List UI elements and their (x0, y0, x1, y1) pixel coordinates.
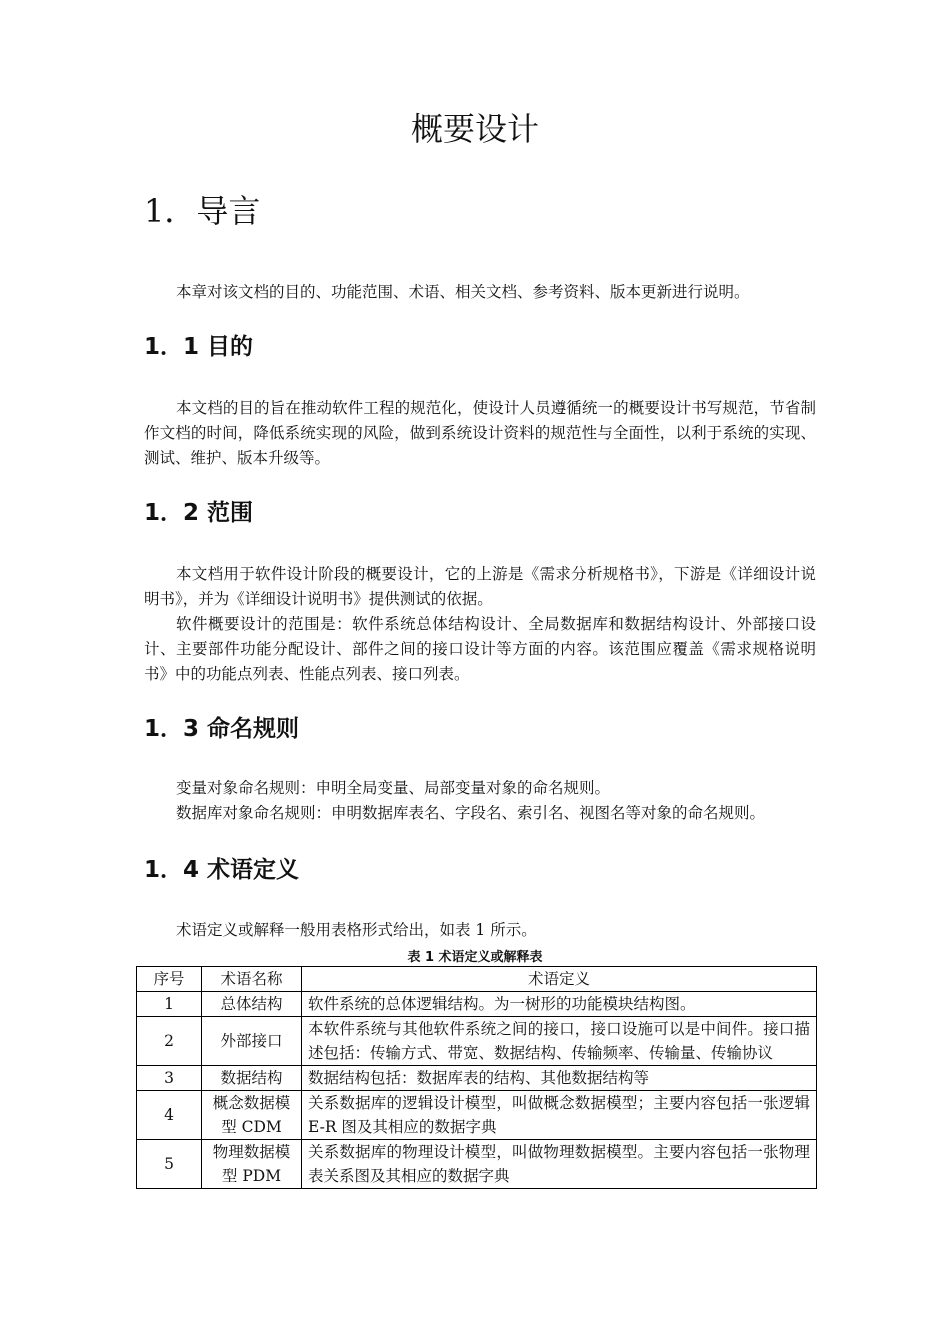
section-heading-purpose: 1．1 目的 (144, 334, 254, 360)
purpose-paragraph: 本文档的目的旨在推动软件工程的规范化，使设计人员遵循统一的概要设计书写规范，节省制作文档的时间，降低系统实现的风险，做到系统设计资料的规范性与全面性，以利于系统的实现、测试、维护、版本升级等。 (144, 399, 816, 467)
section-heading-naming: 1．3 命名规则 (144, 716, 300, 742)
intro-paragraph: 本章对该文档的目的、功能范围、术语、相关文档、参考资料、版本更新进行说明。 (176, 283, 750, 301)
scope-paragraph-2: 软件概要设计的范围是：软件系统总体结构设计、全局数据库和数据结构设计、外部接口设计、主要部件功能分配设计、部件之间的接口设计等方面的内容。该范围应覆盖《需求规格说明书》中的功能点列表、性能点列表、接口列表。 (144, 615, 816, 683)
header-term: 术语名称 (202, 967, 302, 992)
table-row (137, 1017, 817, 1066)
row-index: 1 (137, 992, 202, 1017)
row-definition: 关系数据库的物理设计模型，叫做物理数据模型。主要内容包括一张物理表关系图及其相应的数据字典 (302, 1140, 817, 1189)
table-row (137, 1091, 817, 1140)
row-term: 总体结构 (202, 992, 302, 1017)
row-definition: 关系数据库的逻辑设计模型，叫做概念数据模型；主要内容包括一张逻辑 E-R 图及其相应的数据字典 (302, 1091, 817, 1140)
section-heading-intro: 1．导言 (144, 192, 261, 230)
section-heading-scope: 1．2 范围 (144, 500, 254, 526)
table-caption: 表 1 术语定义或解释表 (407, 950, 543, 965)
table-header-row (137, 967, 817, 992)
naming-paragraph-1: 变量对象命名规则：申明全局变量、局部变量对象的命名规则。 (176, 779, 611, 797)
document-title: 概要设计 (410, 110, 539, 148)
table-row (137, 992, 817, 1017)
row-index: 2 (137, 1017, 202, 1066)
row-term: 物理数据模型 PDM (202, 1140, 302, 1189)
row-term: 外部接口 (202, 1017, 302, 1066)
row-definition: 软件系统的总体逻辑结构。为一树形的功能模块结构图。 (302, 992, 817, 1017)
table-row (137, 1140, 817, 1189)
row-term: 数据结构 (202, 1066, 302, 1091)
naming-paragraph-2: 数据库对象命名规则：申明数据库表名、字段名、索引名、视图名等对象的命名规则。 (176, 804, 766, 822)
row-index: 5 (137, 1140, 202, 1189)
row-definition: 本软件系统与其他软件系统之间的接口，接口设施可以是中间件。接口描述包括：传输方式、带宽、数据结构、传输频率、传输量、传输协议 (302, 1017, 817, 1066)
table-row (137, 1066, 817, 1091)
header-definition: 术语定义 (302, 967, 817, 992)
scope-paragraph-1: 本文档用于软件设计阶段的概要设计，它的上游是《需求分析规格书》，下游是《详细设计说明书》，并为《详细设计说明书》提供测试的依据。 (144, 565, 816, 608)
row-index: 3 (137, 1066, 202, 1091)
row-definition: 数据结构包括：数据库表的结构、其他数据结构等 (302, 1066, 817, 1091)
row-index: 4 (137, 1091, 202, 1140)
terms-table (136, 966, 817, 1189)
row-term: 概念数据模型 CDM (202, 1091, 302, 1140)
header-index: 序号 (137, 967, 202, 992)
section-heading-terms: 1．4 术语定义 (144, 857, 300, 883)
terms-paragraph: 术语定义或解释一般用表格形式给出，如表 1 所示。 (176, 921, 537, 939)
